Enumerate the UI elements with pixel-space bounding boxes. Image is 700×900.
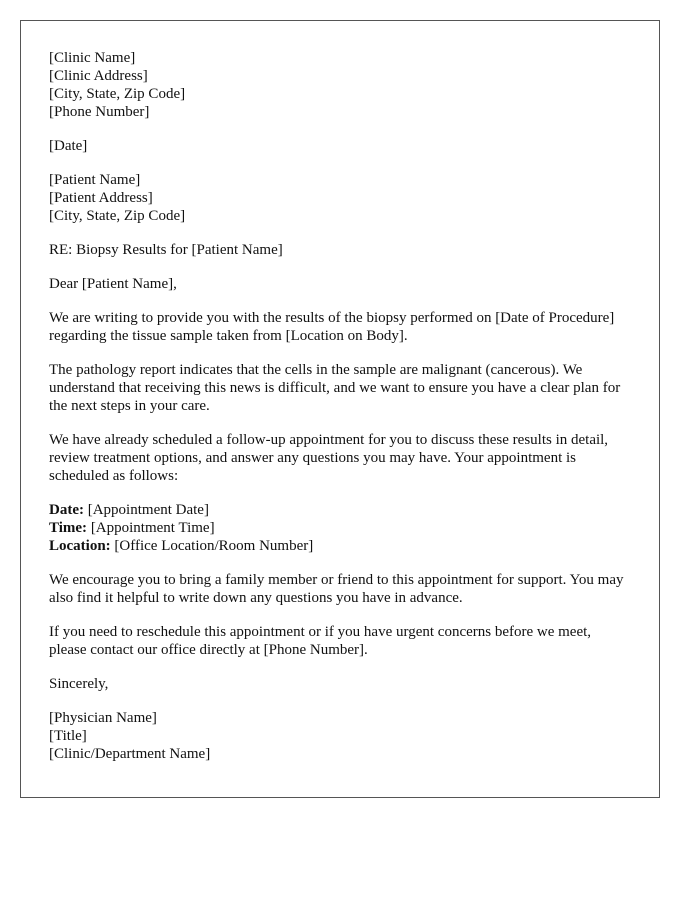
appointment-date-label: Date: <box>49 502 84 518</box>
signoff: Sincerely, <box>49 676 109 692</box>
salutation: Dear [Patient Name], <box>49 276 177 292</box>
letter-date: [Date] <box>49 138 88 154</box>
recipient-name: [Patient Name] <box>49 172 141 188</box>
appointment-location-label: Location: <box>49 538 111 554</box>
body-paragraph-support: We encourage you to bring a family member or friend to this appointment for support. You may also find it helpful to write down any questions you have in advance. <box>49 572 624 606</box>
letter-document <box>20 20 660 798</box>
body-paragraph-reschedule: If you need to reschedule this appointment or if you have urgent concerns before we meet, please contact our office directly at [Phone Number]. <box>49 624 592 658</box>
appointment-location-row <box>49 537 631 555</box>
signature-physician-name: [Physician Name] <box>49 710 157 726</box>
body-paragraph-pathology: The pathology report indicates that the cells in the sample are malignant (cancerous). We understand that receiving this news is difficult, and we want to ensure you have a clear plan for the next steps in your care. <box>49 362 621 414</box>
appointment-details <box>49 501 631 555</box>
signature-department: [Clinic/Department Name] <box>49 746 211 762</box>
signature-title: [Title] <box>49 728 87 744</box>
sender-phone: [Phone Number] <box>49 104 150 120</box>
recipient-address-block <box>49 171 631 225</box>
appointment-date-value: [Appointment Date] <box>83 502 209 518</box>
subject-line: RE: Biopsy Results for [Patient Name] <box>49 242 283 258</box>
appointment-time-label: Time: <box>49 520 88 536</box>
recipient-address: [Patient Address] <box>49 190 153 206</box>
appointment-time-value: [Appointment Time] <box>87 520 215 536</box>
sender-city-state-zip: [City, State, Zip Code] <box>49 86 186 102</box>
recipient-city-state-zip: [City, State, Zip Code] <box>49 208 186 224</box>
body-paragraph-followup: We have already scheduled a follow-up appointment for you to discuss these results in detail, review treatment options, and answer any questions you may have. Your appointment is scheduled as follows: <box>49 432 609 484</box>
appointment-location-value: [Office Location/Room Number] <box>110 538 314 554</box>
sender-clinic-address: [Clinic Address] <box>49 68 148 84</box>
signature-block <box>49 709 631 763</box>
body-paragraph-results: We are writing to provide you with the results of the biopsy performed on [Date of Procedure] regarding the tissue sample taken from [Location on Body]. <box>49 310 615 344</box>
appointment-date-row <box>49 501 631 519</box>
sender-address-block <box>49 49 631 121</box>
appointment-time-row <box>49 519 631 537</box>
sender-clinic-name: [Clinic Name] <box>49 50 136 66</box>
